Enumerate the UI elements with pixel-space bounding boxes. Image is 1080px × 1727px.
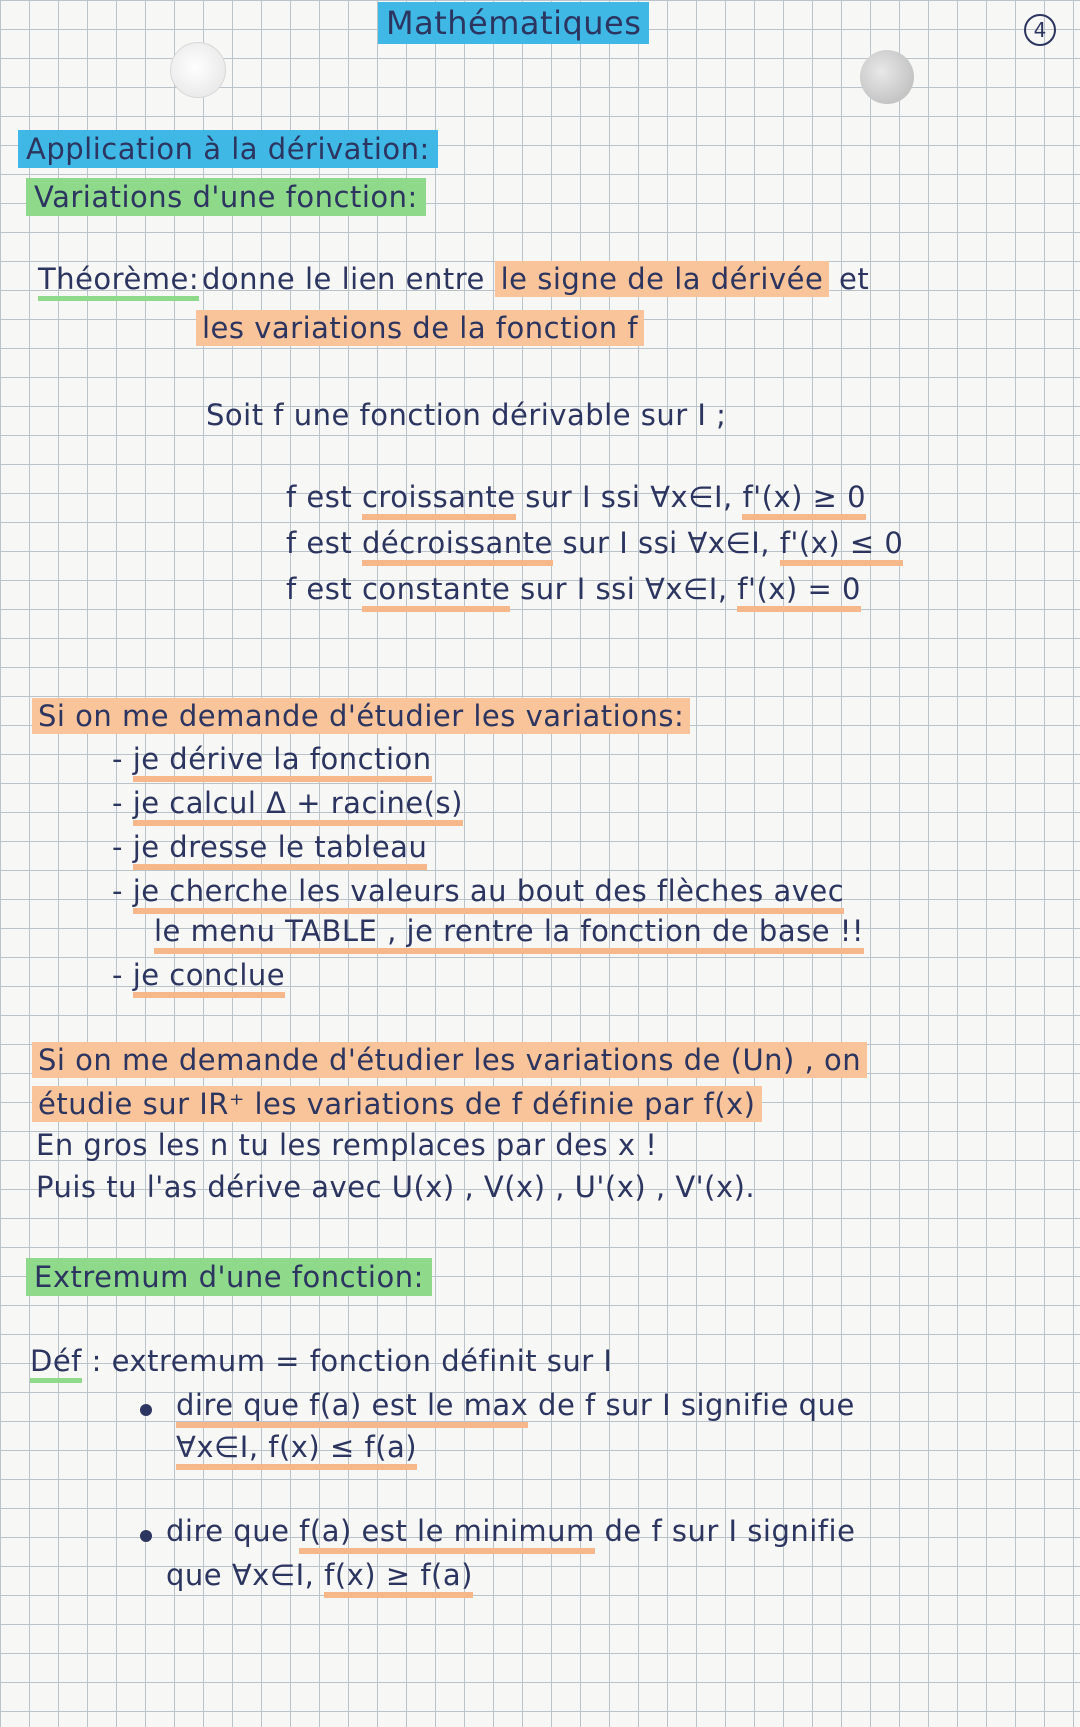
- extremum-definition: Déf : extremum = fonction définit sur I: [30, 1344, 612, 1378]
- theorem-text-line-1: donne le lien entre le signe de la dérivée et: [202, 262, 870, 296]
- method-step-2: - je calcul Δ + racine(s): [112, 786, 463, 820]
- method-step-4-continued: le menu TABLE , je rentre la fonction de base !!: [154, 914, 864, 948]
- page-header: Mathématiques: [378, 2, 649, 44]
- method-step-4: - je cherche les valeurs au bout des flèches avec: [112, 874, 844, 908]
- section-title-variations: Variations d'une fonction:: [26, 178, 426, 216]
- definition-intro: Soit f une fonction dérivable sur I ;: [206, 398, 727, 432]
- theorem-text-line-2: les variations de la fonction f: [196, 310, 644, 346]
- extremum-max-line-2: ∀x∈I, f(x) ≤ f(a): [176, 1430, 417, 1464]
- sequence-note-line-3: En gros les n tu les remplaces par des x !: [36, 1128, 658, 1162]
- sequence-note-line-2: étudie sur IR⁺ les variations de f définie par f(x): [32, 1086, 762, 1122]
- method-step-1: - je dérive la fonction: [112, 742, 432, 776]
- rule-constante: f est constante sur I ssi ∀x∈I, f'(x) = 0: [286, 572, 861, 606]
- section-title-extremum: Extremum d'une fonction:: [26, 1258, 432, 1296]
- rule-decroissante: f est décroissante sur I ssi ∀x∈I, f'(x) ≤ 0: [286, 526, 903, 560]
- bullet-icon: [140, 1530, 152, 1542]
- section-title-application: Application à la dérivation:: [18, 130, 438, 168]
- sequence-note-line-4: Puis tu l'as dérive avec U(x) , V(x) , U'(x) , V'(x).: [36, 1170, 756, 1204]
- extremum-min-line-2: que ∀x∈I, f(x) ≥ f(a): [166, 1558, 473, 1592]
- theorem-label: Théorème:: [38, 262, 199, 301]
- extremum-min-line-1: dire que f(a) est le minimum de f sur I signifie: [166, 1514, 855, 1548]
- sequence-note-line-1: Si on me demande d'étudier les variations de (Un) , on: [32, 1042, 867, 1078]
- page-number: 4: [1024, 14, 1056, 46]
- method-step-5: - je conclue: [112, 958, 285, 992]
- rule-croissante: f est croissante sur I ssi ∀x∈I, f'(x) ≥ 0: [286, 480, 866, 514]
- punch-hole-icon: [170, 42, 226, 98]
- punch-hole-icon: [860, 50, 914, 104]
- extremum-max-line-1: dire que f(a) est le max de f sur I signifie que: [176, 1388, 855, 1422]
- method-heading: Si on me demande d'étudier les variations:: [32, 698, 690, 734]
- method-step-3: - je dresse le tableau: [112, 830, 427, 864]
- bullet-icon: [140, 1404, 152, 1416]
